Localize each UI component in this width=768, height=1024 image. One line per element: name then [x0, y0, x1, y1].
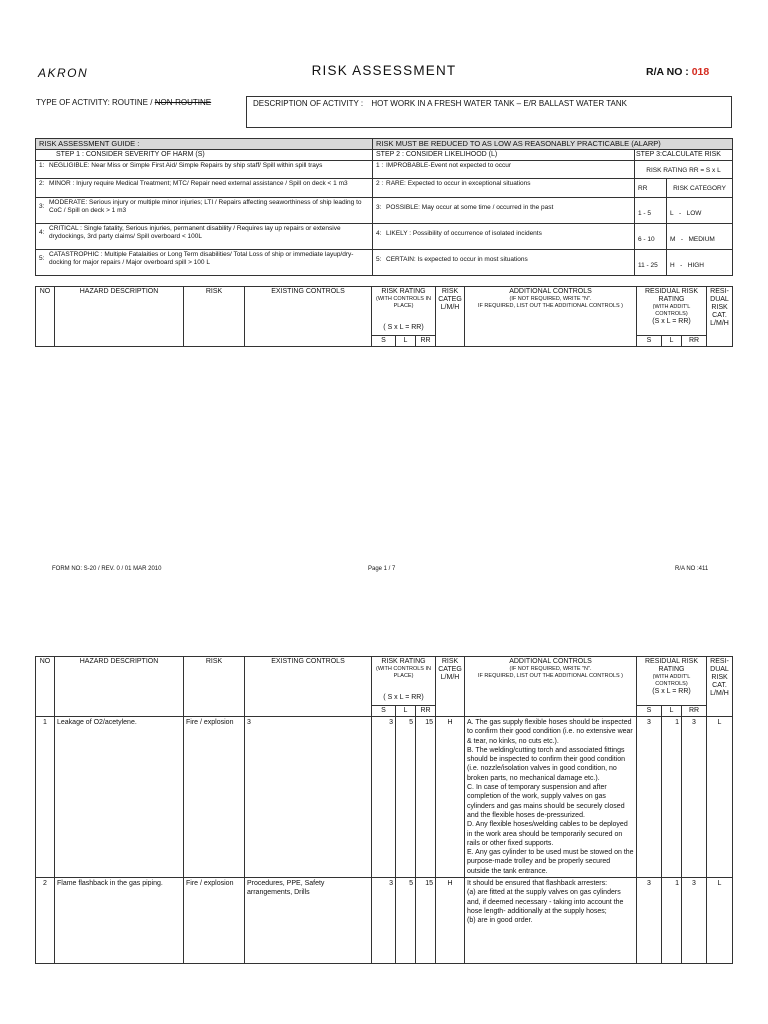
row-risk: Fire / explosion — [184, 717, 245, 878]
col-risk: RISK — [184, 287, 245, 347]
hazard-table-page2 — [35, 656, 733, 964]
col-rrr: RR — [682, 706, 707, 717]
ra-label: R/A NO : — [646, 66, 689, 78]
risk-assessment-guide — [35, 138, 733, 276]
step3-header: STEP 3:CALCULATE RISK — [635, 150, 733, 161]
row-hazard: Leakage of O2/acetylene. — [55, 717, 184, 878]
description-value: HOT WORK IN A FRESH WATER TANK – E/R BALLAST WATER TANK — [371, 99, 627, 108]
col-additional: ADDITIONAL CONTROLS (IF NOT REQUIRED, WRITE "N". IF REQUIRED, LIST OUT THE ADDITIONAL CONTROLS ) — [465, 287, 637, 347]
likelihood-item: 5: CERTAIN: Is expected to occur in most situations — [373, 250, 635, 276]
risk-formula: RISK RATING RR = S x L — [635, 161, 733, 179]
col-s: S — [372, 706, 396, 717]
row-risk: Fire / explosion — [184, 878, 245, 964]
severity-item: 5:CATASTROPHIC : Multiple Fatalaities or Long Term disabilities/ Total Loss of ship or immediate layup/dry-docking for major repairs / Major overboard spill > 100 L — [36, 250, 373, 276]
form-number: FORM NO: S-20 / REV. 0 / 01 MAR 2010 — [52, 566, 162, 572]
row-existing: 3 — [245, 717, 372, 878]
severity-item: 2: MINOR : Injury require Medical Treatment; MTC/ Repair need external assistance / Spill on deck < 1 m3 — [36, 179, 373, 198]
severity-item: 1: NEGLIGIBLE: Near Miss or Simple First Aid/ Simple Repairs by ship staff/ Spill within spill trays — [36, 161, 373, 179]
severity-item: 4:CRITICAL : Single fatality, Serious injuries, permanent disability / Requires lay up repairs or extensive drydockings, 3rd party claims/ Spill overboard < 100L — [36, 224, 373, 250]
description-label: DESCRIPTION OF ACTIVITY : — [253, 99, 364, 108]
col-rs: S — [637, 706, 662, 717]
row-no: 2 — [36, 878, 55, 964]
row-residual-l: 1 — [662, 878, 682, 964]
col-risk: RISK — [184, 657, 245, 717]
col-resi-dual: RESI-DUAL RISK CAT. L/M/H — [707, 657, 733, 717]
col-rr: RR — [416, 706, 436, 717]
col-rr: RR — [416, 336, 436, 347]
row-residual-cat: L — [707, 717, 733, 878]
risk-category-high: H - HIGH — [667, 250, 733, 276]
row-existing: Procedures, PPE, Safety arrangements, Drills — [245, 878, 372, 964]
col-hazard: HAZARD DESCRIPTION — [55, 657, 184, 717]
col-existing: EXISTING CONTROLS — [245, 657, 372, 717]
col-rs: S — [637, 336, 662, 347]
col-l: L — [396, 336, 416, 347]
step1-header: STEP 1 : CONSIDER SEVERITY OF HARM (S) — [36, 150, 373, 161]
col-residual: RESIDUAL RISK RATING (WITH ADDIT'L CONTROLS) (S x L = RR) — [637, 287, 707, 336]
ra-number — [646, 66, 709, 78]
row-residual-s: 3 — [637, 878, 662, 964]
risk-category-header: RISK CATEGORY — [667, 179, 733, 198]
activity-type-struck: NON-ROUTINE — [154, 98, 212, 107]
col-rating: RISK RATING (WITH CONTROLS IN PLACE) ( S x L = RR) — [372, 287, 436, 336]
col-additional: ADDITIONAL CONTROLS (IF NOT REQUIRED, WRITE "N". IF REQUIRED, LIST OUT THE ADDITIONAL CONTROLS ) — [465, 657, 637, 717]
col-rl: L — [662, 706, 682, 717]
likelihood-item: 4: LIKELY : Possibility of occurrence of isolated incidents — [373, 224, 635, 250]
document-title: RISK ASSESSMENT — [311, 63, 457, 78]
table-row — [36, 878, 733, 964]
row-residual-cat: L — [707, 878, 733, 964]
row-no: 1 — [36, 717, 55, 878]
col-resi-dual: RESI-DUAL RISK CAT. L/M/H — [707, 287, 733, 347]
severity-item: 3:MODERATE: Serious injury or multiple minor injuries; LTI / Repairs affecting seaworthiness of ship leading to CoC / Spill on deck > 1 m3 — [36, 198, 373, 224]
col-l: L — [396, 706, 416, 717]
col-hazard: HAZARD DESCRIPTION — [55, 287, 184, 347]
row-residual-rr: 3 — [682, 878, 707, 964]
row-residual-rr: 3 — [682, 717, 707, 878]
row-additional: A. The gas supply flexible hoses should be inspected to confirm their good condition (i.e. no extensive wear & tear, no kinks, no cuts etc.). B. The welding/cutting torch and associated fittings should be inspected to confirm their good condition (i.e. nozzle/isolation valves in good condition, no broken parts, no mechanical damage etc.). C. In case of temporary suspension and after completion of the work, supply valves on gas cylinders and gas mains should be securely closed and the flexible hoses de-pressurized. D. Any flexible hoses/welding cables to be deployed in the work area should be temporarily secured on rails or other fixed supports. E. Any gas cylinder to be used must be stowed on the purpose-made trolley and be properly secured outside the tank entrance. — [465, 717, 637, 878]
risk-category-low: L - LOW — [667, 198, 733, 224]
row-residual-l: 1 — [662, 717, 682, 878]
row-rr: 15 — [416, 717, 436, 878]
row-hazard: Flame flashback in the gas piping. — [55, 878, 184, 964]
col-risk-cat: RISK CATEG L/M/H — [436, 657, 465, 717]
rr-range: 11 - 25 — [635, 250, 667, 276]
likelihood-item: 1 : IMPROBABLE-Event not expected to occur — [373, 161, 635, 179]
row-l: 5 — [396, 878, 416, 964]
likelihood-item: 3: POSSIBLE: May occur at some time / occurred in the past — [373, 198, 635, 224]
col-risk-cat: RISK CATEG L/M/H — [436, 287, 465, 347]
ra-number-value: 018 — [691, 66, 710, 78]
guide-title: RISK ASSESSMENT GUIDE : — [36, 139, 373, 150]
row-rr: 15 — [416, 878, 436, 964]
row-cat: H — [436, 878, 465, 964]
activity-type: TYPE OF ACTIVITY: ROUTINE / NON-ROUTINE — [36, 98, 212, 107]
step2-header: STEP 2 : CONSIDER LIKELIHOOD (L) — [373, 150, 635, 161]
col-rl: L — [662, 336, 682, 347]
row-cat: H — [436, 717, 465, 878]
likelihood-item: 2 : RARE: Expected to occur in exceptional situations — [373, 179, 635, 198]
row-l: 5 — [396, 717, 416, 878]
col-rating: RISK RATING (WITH CONTROLS IN PLACE) ( S x L = RR) — [372, 657, 436, 706]
table-row — [36, 717, 733, 878]
risk-category-medium: M - MEDIUM — [667, 224, 733, 250]
alarp-note: RISK MUST BE REDUCED TO AS LOW AS REASONABLY PRACTICABLE (ALARP) — [373, 139, 733, 150]
row-residual-s: 3 — [637, 717, 662, 878]
row-s: 3 — [372, 878, 396, 964]
activity-description-box — [246, 96, 732, 128]
row-additional: It should be ensured that flashback arresters: (a) are fitted at the supply valves on gas cylinders and, if deemed necessary - taking into account the hose length- additionally at the supply hoses; (b) are in good order. — [465, 878, 637, 964]
col-no: NO — [36, 287, 55, 347]
company-logo: AKRON — [38, 66, 89, 80]
row-s: 3 — [372, 717, 396, 878]
page-number: Page 1 / 7 — [368, 566, 396, 572]
rr-range: 6 - 10 — [635, 224, 667, 250]
footer-ra-number: R/A NO :411 — [675, 566, 709, 572]
col-residual: RESIDUAL RISK RATING (WITH ADDIT'L CONTROLS) (S x L = RR) — [637, 657, 707, 706]
col-rrr: RR — [682, 336, 707, 347]
hazard-table-page1 — [35, 286, 733, 347]
col-s: S — [372, 336, 396, 347]
col-existing: EXISTING CONTROLS — [245, 287, 372, 347]
rr-range: 1 - 5 — [635, 198, 667, 224]
col-no: NO — [36, 657, 55, 717]
rr-column-header: RR — [635, 179, 667, 198]
